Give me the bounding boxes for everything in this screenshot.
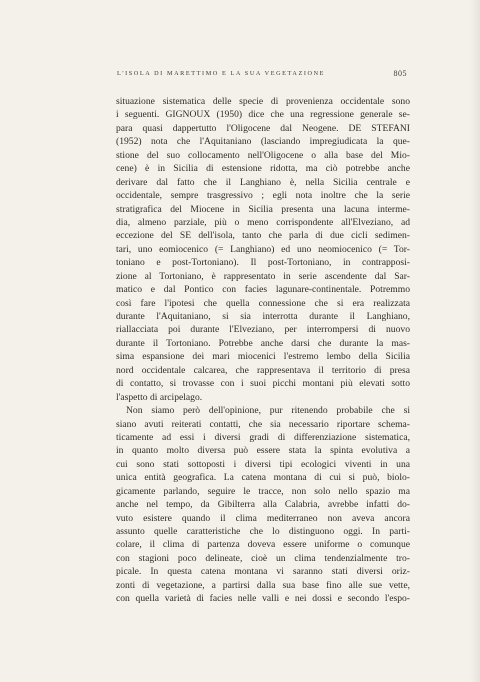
- text-line: di contatto, si trovasse con i suoi picchi montani più elevati sotto: [116, 378, 410, 390]
- page-edge-shadow: [470, 0, 480, 682]
- text-line: anche nel tempo, da Gibilterra alla Calabria, avrebbe infatti do-: [116, 499, 410, 511]
- text-line: così fare l'ipotesi che quella connessione che si era realizzata: [116, 297, 410, 309]
- text-line: cui sono stati sottoposti i diversi tipi ecologici viventi in una: [116, 458, 410, 470]
- text-line: eccezione del SE dell'isola, tanto che parla di due cicli sedimen-: [116, 230, 410, 242]
- text-line: tari, uno eomiocenico (= Langhiano) ed uno neomiocenico (= Tor-: [116, 243, 410, 255]
- text-line: in quanto molto diversa può essere stata la spinta evolutiva a: [116, 445, 410, 457]
- text-line: derivare dal fatto che il Langhiano è, nella Sicilia centrale e: [116, 176, 410, 188]
- text-line: occidentale, sempre trasgressivo ; egli nota inoltre che la serie: [116, 190, 410, 202]
- running-head: L'ISOLA DI MARETTIMO E LA SUA VEGETAZIONE: [117, 70, 326, 77]
- text-line: zonti di vegetazione, a partirsi dalla sua base fino alle sue vette,: [116, 579, 410, 591]
- text-line: gicamente parlando, seguire le tracce, non solo nello spazio ma: [116, 485, 410, 497]
- text-line: nord occidentale calcarea, che rappresentava il territorio di presa: [116, 364, 410, 376]
- text-line: siano avuti reiterati contatti, che sia necessario riportare schema-: [116, 418, 410, 430]
- body-text: [116, 95, 410, 606]
- text-line: para quasi dappertutto l'Oligocene dal Neogene. DE STEFANI: [116, 122, 410, 134]
- text-line: zione al Tortoniano, è rappresentato in serie ascendente dal Sar-: [116, 270, 410, 282]
- text-line: (1952) nota che l'Aquitaniano (lasciando impregiudicata la que-: [116, 136, 410, 148]
- text-line: vuto esistere quando il clima mediterraneo non aveva ancora: [116, 512, 410, 524]
- text-line: Non siamo però dell'opinione, pur ritenendo probabile che si: [126, 405, 410, 417]
- text-line: durante l'Aquitaniano, si sia interrotta durante il Langhiano,: [116, 311, 410, 322]
- text-line: dia, almeno parziale, più o meno corrispondente all'Elveziano, ad: [116, 216, 410, 228]
- text-line: cene) è in Sicilia di estensione ridotta, ma ciò potrebbe anche: [116, 163, 410, 175]
- text-line: unica entità geografica. La catena montana di cui si può, biolo-: [116, 472, 410, 484]
- text-line: assunto quelle caratteristiche che lo distinguono oggi. In parti-: [116, 526, 410, 537]
- text-line: toniano e post-Tortoniano). Il post-Tortoniano, in contrapposi-: [116, 257, 410, 269]
- text-line: i seguenti. GIGNOUX (1950) dice che una regressione generale se-: [116, 109, 410, 121]
- text-line: picale. In questa catena montana vi saranno stati diversi oriz-: [116, 566, 410, 578]
- text-line: situazione sistematica delle specie di provenienza occidentale sono: [116, 96, 410, 107]
- text-line: riallacciata poi durante l'Elveziano, per interrompersi di nuovo: [116, 324, 410, 336]
- text-line: ticamente ad essi i diversi gradi di differenziazione sistematica,: [116, 431, 410, 443]
- page-number: 805: [393, 69, 407, 78]
- text-line: l'aspetto di arcipelago.: [116, 391, 203, 403]
- text-line: stratigrafica del Miocene in Sicilia presenta una lacuna interme-: [116, 203, 410, 215]
- text-line: sima espansione dei mari miocenici l'estremo lembo della Sicilia: [116, 351, 410, 363]
- text-line: durante il Tortoniano. Potrebbe anche darsi che durante la mas-: [116, 337, 410, 349]
- text-line: colare, il clima di partenza doveva essere uniforme o comunque: [116, 539, 410, 551]
- text-line: matico e dal Pontico con facies lagunare-continentale. Potremmo: [116, 284, 410, 296]
- text-line: con quella varietà di facies nelle valli e nei dossi e secondo l'espo-: [116, 593, 410, 605]
- text-line: con stagioni poco delineate, cioè un clima tendenzialmente tro-: [116, 552, 410, 564]
- page-header: [117, 70, 407, 82]
- text-line: stione del suo collocamento nell'Oligocene o alla base del Mio-: [116, 149, 410, 161]
